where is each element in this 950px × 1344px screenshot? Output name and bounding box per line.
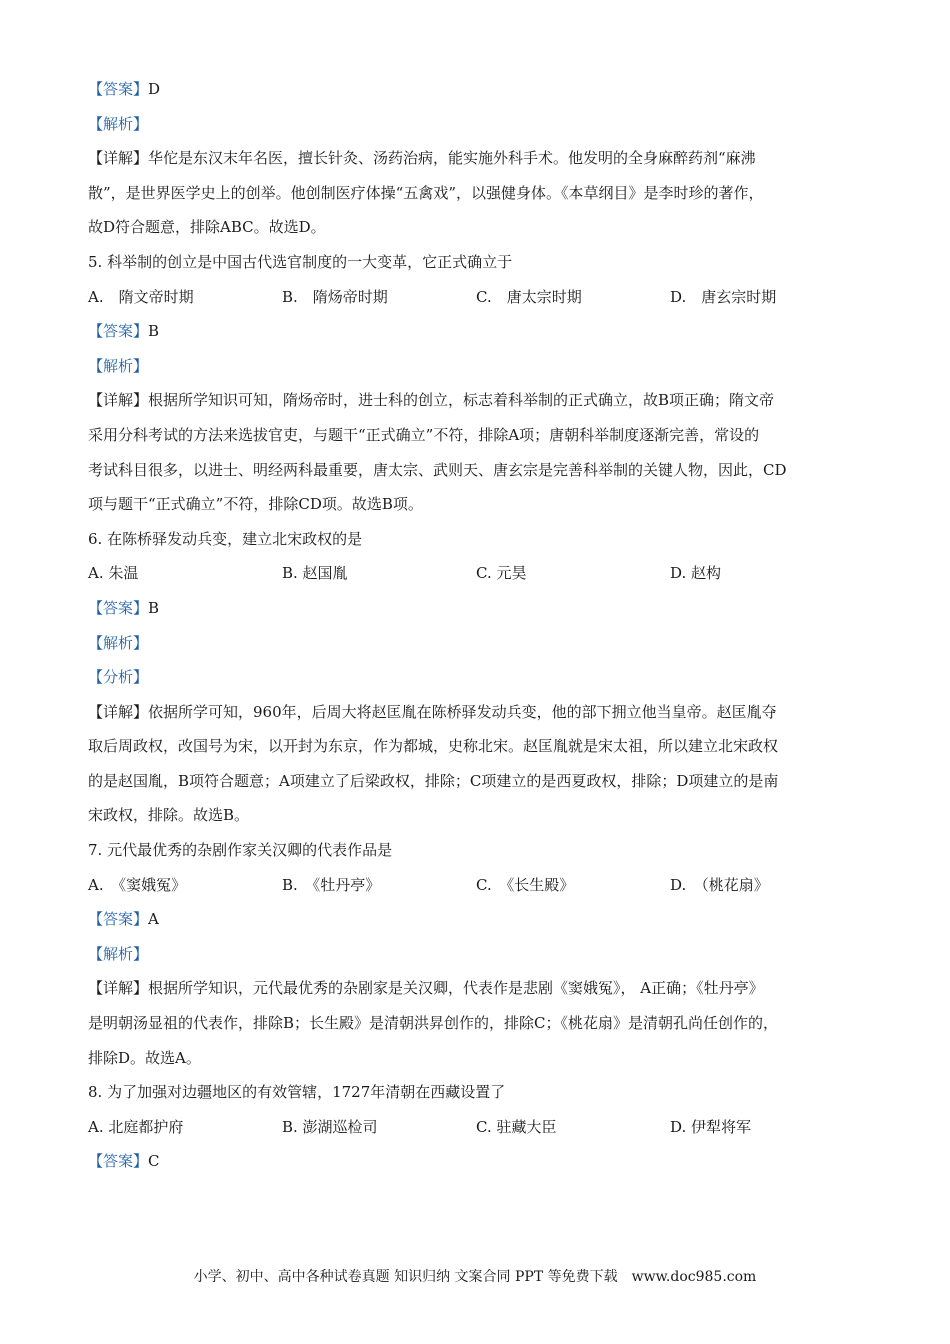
answer-value: B [148,322,160,341]
answer-value: D [148,80,161,98]
question-stem: 7. 元代最优秀的杂剧作家关汉卿的代表作品是 [88,841,393,860]
paragraph-line: 【详解】华佗是东汉末年名医，擅长针灸、汤药治病，能实施外科手术。他发明的全身麻醉药剂“麻沸 [88,149,756,168]
answer-value: A [148,910,159,929]
paragraph-line: 宋政权，排除。故选B。 [88,806,250,825]
answer-label: 【答案】 [88,322,149,341]
question-stem: 8. 为了加强对边疆地区的有效管辖，1727年清朝在西藏设置了 [88,1083,506,1102]
paragraph-line: 故D符合题意，排除ABC。故选D。 [88,218,326,237]
answer-line [88,902,878,937]
option-item: C. 《长生殿》 [476,875,575,894]
answer-line [88,72,878,107]
option-item: B. 赵国胤 [282,564,348,583]
paragraph-line: 排除D。故选A。 [88,1048,201,1067]
option-item: B. 澎湖巡检司 [282,1117,378,1136]
paragraph-line: 项与题干“正式确立”不符，排除CD项。故选B项。 [88,495,423,514]
explanation-paragraph [88,141,878,245]
answer-label: 【答案】 [88,910,149,929]
answer-label: 【答案】 [88,598,149,617]
explanation-paragraph [88,695,878,833]
explanation-paragraph [88,383,878,521]
page-footer: 小学、初中、高中各种试卷真题 知识归纳 文案合同 PPT 等免费下载 www.doc985.com [193,1269,757,1285]
paragraph-line: 是明朝汤显祖的代表作，排除B；长生殿》是清朝洪昇创作的，排除C；《桃花扇》是清朝孔尚任创作的， [88,1014,779,1033]
option-item: D. 唐玄宗时期 [670,287,777,306]
option-item: A. 隋文帝时期 [88,287,194,306]
paragraph-line: 【详解】根据所学知识可知，隋炀帝时，进士科的创立，标志着科举制的正式确立，故B项正确；隋文帝 [88,391,775,410]
paragraph-line: 【详解】依据所学可知，960年，后周大将赵匡胤在陈桥驿发动兵变，他的部下拥立他当皇帝。赵匡胤夺 [88,702,777,721]
option-item: C. 唐太宗时期 [476,287,582,306]
option-item: D. 赵构 [670,564,722,583]
answer-line [88,314,878,349]
option-item: D. 伊犁将军 [670,1117,752,1136]
section-label: 【解析】 [88,114,149,133]
paragraph-line: 取后周政权，改国号为宋，以开封为东京，作为都城，史称北宋。赵匡胤就是宋太祖，所以建立北宋政权 [88,737,779,756]
question-stem: 5. 科举制的创立是中国古代选官制度的一大变革，它正式确立于 [88,252,513,271]
option-item: A. 《窦娥冤》 [88,875,187,894]
explanation-paragraph [88,971,878,1075]
paragraph-line: 散”，是世界医学史上的创举。他创制医疗体操“五禽戏”，以强健身体。《本草纲目》是李时珍的著作， [88,183,764,202]
answer-line [88,1144,878,1179]
option-item: A. 北庭都护府 [88,1117,184,1136]
answer-value: C [148,1152,160,1171]
option-row [88,280,878,315]
option-item: B. 《牡丹亭》 [282,875,381,894]
option-item: D. （桃花扇》 [670,875,769,894]
option-row [88,1110,878,1145]
paragraph-line: 考试科目很多，以进士、明经两科最重要，唐太宗、武则天、唐玄宗是完善科举制的关键人物，因此，CD [88,460,787,479]
option-item: C. 元昊 [476,564,527,583]
option-item: A. 朱温 [88,564,139,583]
section-label: 【解析】 [88,633,149,652]
paragraph-line: 采用分科考试的方法来选拔官吏，与题干“正式确立”不符，排除A项；唐朝科举制度逐渐完善，常设的 [88,425,760,444]
option-row [88,868,878,903]
section-label: 【分析】 [88,668,149,687]
answer-label: 【答案】 [88,1152,149,1171]
paragraph-line: 的是赵国胤，B项符合题意；A项建立了后梁政权，排除；C项建立的是西夏政权，排除；D项建立的是南 [88,771,779,790]
option-row [88,556,878,591]
option-item: B. 隋炀帝时期 [282,287,388,306]
paragraph-line: 【详解】根据所学知识，元代最优秀的杂剧家是关汉卿，代表作是悲剧《窦娥冤》， A正确；《牡丹亭》 [88,979,764,998]
question-stem: 6. 在陈桥驿发动兵变，建立北宋政权的是 [88,529,363,548]
section-label: 【解析】 [88,944,149,963]
option-item: C. 驻藏大臣 [476,1117,557,1136]
answer-line [88,591,878,626]
answer-value: B [148,598,160,617]
document-body [88,72,878,1179]
section-label: 【解析】 [88,356,149,375]
answer-label: 【答案】 [88,80,149,98]
